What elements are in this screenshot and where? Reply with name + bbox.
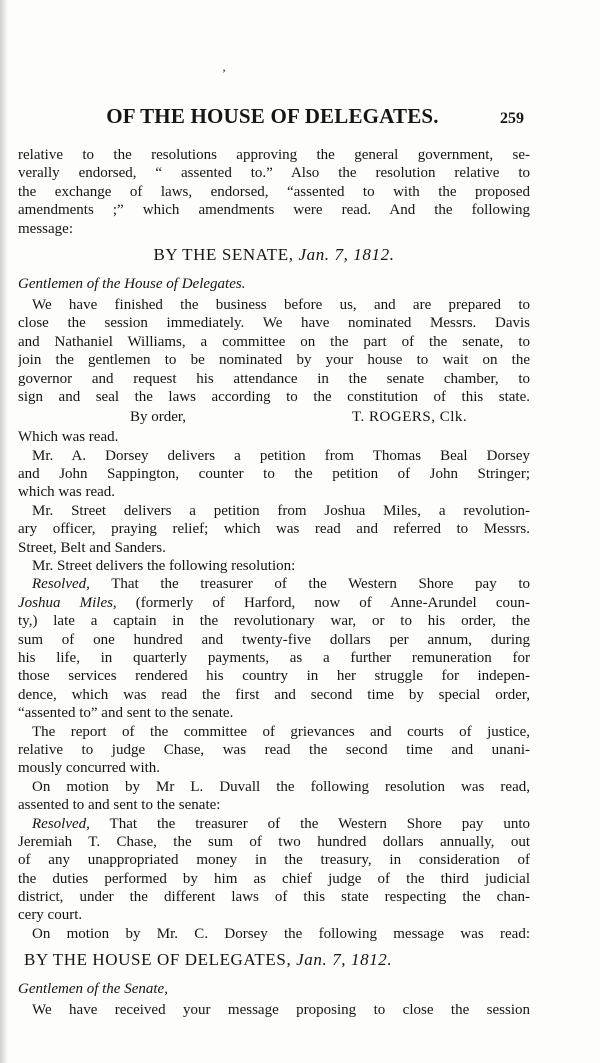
text-span: (formerly of Harford, now of Anne-Arundel coun- xyxy=(116,594,530,611)
text-line: We have received your message proposing to close the session xyxy=(32,1002,530,1019)
text-span: That the treasurer of the Western Shore pay unto xyxy=(89,815,530,832)
text-line: Which was read. xyxy=(18,429,119,446)
text-line: Mr. Street delivers a petition from Joshua Miles, a revolution- xyxy=(32,502,530,519)
paragraph-duvall-motion xyxy=(18,778,530,815)
text-line: relative to the resolutions approving the general government, se- xyxy=(18,147,530,163)
heading-date: Jan. 7, 1812. xyxy=(298,244,395,264)
text-line: ty,) late a captain in the revolutionary war, or to his order, the xyxy=(18,613,530,630)
text-line: On motion by Mr L. Duvall the following resolution was read, xyxy=(32,778,530,795)
heading-prefix: BY THE SENATE, xyxy=(153,244,294,264)
text-line: those services rendered his country in her struggle for indepen- xyxy=(18,668,530,685)
text-line: sum of one hundred and twenty-five dollars per annum, during xyxy=(18,631,530,648)
paragraph-chase-resolution xyxy=(18,815,530,925)
text-line: which was read. xyxy=(18,484,116,501)
text-line: Street, Belt and Sanders. xyxy=(18,539,166,556)
running-head: OF THE HOUSE OF DELEGATES. xyxy=(106,104,439,128)
senate-message-text xyxy=(18,296,530,406)
page-number: 259 xyxy=(500,110,524,127)
stray-mark: ’ xyxy=(222,66,226,80)
paragraph-senate-resolutions xyxy=(18,146,530,238)
text-line: and Nathaniel Williams, a committee on the part of the senate, to xyxy=(18,333,530,350)
text-line: assented to and sent to the senate: xyxy=(18,797,221,814)
senate-signature xyxy=(18,406,530,428)
resolved-word: Resolved, xyxy=(32,576,90,593)
heading-date: Jan. 7, 1812. xyxy=(296,950,393,970)
house-message-heading xyxy=(18,943,530,977)
text-line: close the session immediately. We have nominated Messrs. Davis xyxy=(18,315,530,332)
text-line: ary officer, praying relief; which was read and referred to Messrs. xyxy=(18,521,530,538)
text-line: “assented to” and sent to the senate. xyxy=(18,705,234,722)
text-line: sign and seal the laws according to the constitution of this state. xyxy=(18,388,530,405)
signer-name: T. ROGERS, Clk. xyxy=(352,409,468,426)
text-line: On motion by Mr. C. Dorsey the following message was read: xyxy=(32,925,530,942)
text-span: That the treasurer of the Western Shore pay to xyxy=(89,576,530,593)
text-line xyxy=(18,594,530,612)
text-line xyxy=(18,815,530,833)
house-message-salutation: Gentlemen of the Senate, xyxy=(18,981,168,998)
senate-message-salutation: Gentlemen of the House of Delegates. xyxy=(18,275,246,292)
text-line: Mr. Street delivers the following resolution: xyxy=(32,558,296,575)
text-line: message: xyxy=(18,220,73,237)
text-line: governor and request his attendance in the senate chamber, to xyxy=(18,370,530,387)
senate-message-heading xyxy=(18,238,530,272)
text-line: relative to judge Chase, was read the second time and unani- xyxy=(18,741,530,758)
text-line: We have finished the business before us, and are prepared to xyxy=(32,296,530,313)
text-line: Mr. A. Dorsey delivers a petition from Thomas Beal Dorsey xyxy=(32,447,530,464)
person-name: Joshua Miles, xyxy=(18,594,117,611)
text-line: The report of the committee of grievances and courts of justice, xyxy=(32,723,530,740)
text-line: join the gentlemen to be nominated by your house to wait on the xyxy=(18,352,530,369)
paragraph-dorsey-petition xyxy=(18,447,530,502)
heading-prefix: BY THE HOUSE OF DELEGATES, xyxy=(24,950,292,970)
page-header xyxy=(0,104,600,134)
text-line: the exchange of laws, endorsed, “assented to with the proposed xyxy=(18,183,530,200)
paragraph-street-petition xyxy=(18,502,530,557)
resolved-word: Resolved, xyxy=(32,815,90,832)
page-body xyxy=(18,146,530,1020)
text-line xyxy=(18,575,530,593)
text-line: his life, in quarterly payments, as a further remuneration for xyxy=(18,649,530,666)
text-line: Jeremiah T. Chase, the sum of two hundred dollars annually, out xyxy=(18,833,530,850)
text-line: amendments ;” which amendments were read. And the following xyxy=(18,202,530,219)
by-order: By order, xyxy=(130,409,187,426)
text-line: and John Sappington, counter to the petition of John Stringer; xyxy=(18,466,530,483)
paragraph-grievances-report xyxy=(18,723,530,778)
text-line: mously concurred with. xyxy=(18,760,161,777)
text-line: cery court. xyxy=(18,907,83,924)
text-line: verally endorsed, “ assented to.” Also the resolution relative to xyxy=(18,165,530,182)
text-line: of any unappropriated money in the treasury, in consideration of xyxy=(18,852,530,869)
paragraph-miles-resolution xyxy=(18,575,530,722)
text-line: the duties performed by him as chief judge of the third judicial xyxy=(18,870,530,887)
page-gutter-shadow xyxy=(0,0,8,1063)
text-line: district, under the different laws of this state respecting the chan- xyxy=(18,889,530,906)
text-line: dence, which was read the first and second time by special order, xyxy=(18,686,530,703)
